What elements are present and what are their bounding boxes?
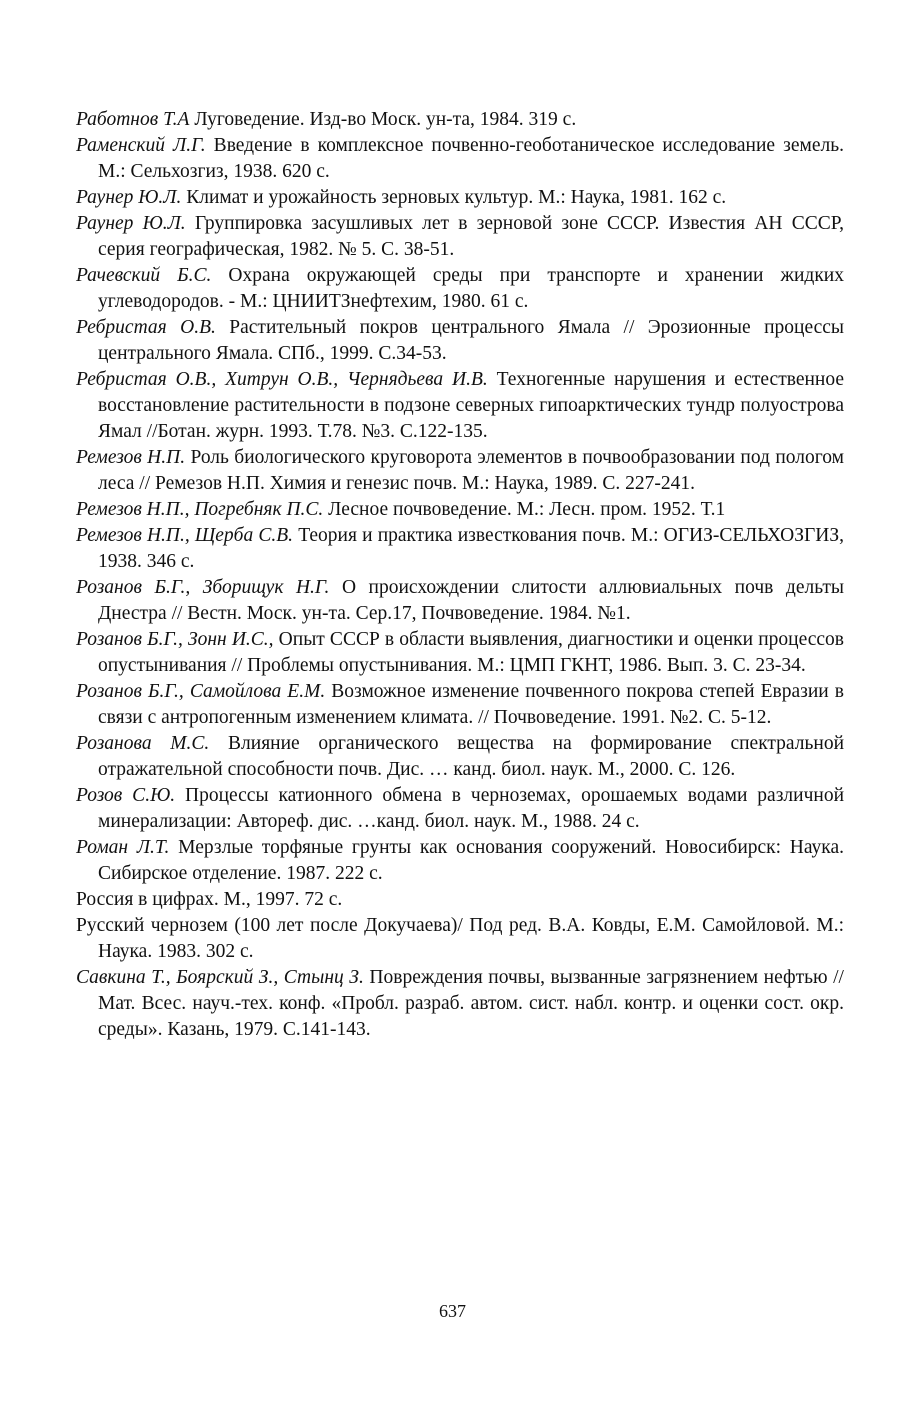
bibliography-entry xyxy=(76,783,844,835)
entry-text: Русский чернозем (100 лет после Докучаева)/ Под ред. В.А. Ковды, Е.М. Самойловой. М.: Наука. 1983. 302 с. xyxy=(76,915,844,962)
entry-author: Раунер Ю.Л. xyxy=(76,213,186,234)
entry-text: Луговедение. Изд-во Моск. ун-та, 1984. 319 с. xyxy=(189,109,577,130)
bibliography-entry xyxy=(76,913,844,965)
entry-text: Введение в комплексное почвенно-геоботаническое исследование земель. М.: Сельхозгиз, 1938. 620 с. xyxy=(98,135,844,182)
bibliography-entry xyxy=(76,185,844,211)
bibliography-entry xyxy=(76,887,844,913)
bibliography-entry xyxy=(76,835,844,887)
entry-author: Раунер Ю.Л. xyxy=(76,187,182,208)
entry-author: Ремезов Н.П. xyxy=(76,447,186,468)
entry-text: Мерзлые торфяные грунты как основания сооружений. Новосибирск: Наука. Сибирское отделение. 1987. 222 с. xyxy=(98,837,844,884)
bibliography-entry xyxy=(76,679,844,731)
entry-author: Ребристая О.В., Хитрун О.В., Чернядьева И.В. xyxy=(76,369,488,390)
entry-text: Теория и практика известкования почв. М.: ОГИЗ-СЕЛЬХОЗГИЗ, 1938. 346 с. xyxy=(98,525,844,572)
bibliography-entry xyxy=(76,133,844,185)
bibliography-entry xyxy=(76,731,844,783)
entry-text: Процессы катионного обмена в черноземах, орошаемых водами различной минерализации: Автореф. дис. …канд. биол. наук. М., 1988. 24 с. xyxy=(98,785,845,832)
entry-text: Охрана окружающей среды при транспорте и хранении жидких углеводородов. - М.: ЦНИИТЗнефтехим, 1980. 61 с. xyxy=(98,265,844,312)
entry-author: Ремезов Н.П., Щерба С.В. xyxy=(76,525,294,546)
entry-author: Розанов Б.Г., Самойлова Е.М. xyxy=(76,681,326,702)
bibliography-entry xyxy=(76,523,844,575)
entry-text: Климат и урожайность зерновых культур. М.: Наука, 1981. 162 с. xyxy=(181,187,727,208)
entry-author: Розанова М.С. xyxy=(76,733,210,754)
entry-text: Россия в цифрах. М., 1997. 72 с. xyxy=(76,889,343,910)
bibliography-entry xyxy=(76,445,844,497)
entry-text: Опыт СССР в области выявления, диагностики и оценки процессов опустынивания // Проблемы опустынивания. М.: ЦМП ГКНТ, 1986. Вып. 3. С. 23-34. xyxy=(98,629,844,676)
bibliography-entry xyxy=(76,575,844,627)
entry-text: Техногенные нарушения и естественное восстановление растительности в подзоне северных гипоарктических тундр полуострова Ямал //Ботан. журн. 1993. Т.78. №3. С.122-135. xyxy=(98,369,845,442)
entry-text: Растительный покров центрального Ямала // Эрозионные процессы центрального Ямала. СПб., 1999. С.34-53. xyxy=(98,317,844,364)
entry-author: Розов С.Ю. xyxy=(76,785,176,806)
bibliography-entry xyxy=(76,497,844,523)
bibliography-entry xyxy=(76,965,844,1043)
entry-text: Лесное почвоведение. М.: Лесн. пром. 1952. Т.1 xyxy=(323,499,726,520)
entry-text: Влияние органического вещества на формирование спектральной отражательной способности почв. Дис. … канд. биол. наук. М., 2000. С. 126. xyxy=(98,733,845,780)
bibliography-entry xyxy=(76,107,844,133)
entry-author: Работнов Т.А xyxy=(76,109,190,130)
entry-author: Савкина Т., Боярский З., Стынц З. xyxy=(76,967,364,988)
entry-author: Роман Л.Т. xyxy=(76,837,170,858)
bibliography-entry xyxy=(76,211,844,263)
page-number: 637 xyxy=(439,1301,466,1321)
bibliography-entry xyxy=(76,315,844,367)
bibliography-entry xyxy=(76,367,844,445)
entry-author: Рачевский Б.С. xyxy=(76,265,212,286)
entry-text: Повреждения почвы, вызванные загрязнением нефтью // Мат. Всес. науч.-тех. конф. «Пробл. разраб. автом. сист. набл. контр. и оценки сост. окр. среды». Казань, 1979. С.141-143. xyxy=(98,967,844,1040)
entry-author: Раменский Л.Г. xyxy=(76,135,206,156)
entry-text: О происхождении слитости аллювиальных почв дельты Днестра // Вестн. Моск. ун-та. Сер.17, Почвоведение. 1984. №1. xyxy=(98,577,844,624)
entry-text: Группировка засушливых лет в зерновой зоне СССР. Известия АН СССР, серия географическая, 1982. № 5. С. 38-51. xyxy=(98,213,844,260)
entry-text: Роль биологического круговорота элементов в почвообразовании под пологом леса // Ремезов Н.П. Химия и генезис почв. М.: Наука, 1989. С. 227-241. xyxy=(98,447,844,494)
entry-author: Ребристая О.В. xyxy=(76,317,216,338)
bibliography-entry xyxy=(76,627,844,679)
bibliography-entry xyxy=(76,263,844,315)
bibliography-list xyxy=(76,107,844,1043)
entry-text: Возможное изменение почвенного покрова степей Евразии в связи с антропогенным изменением климата. // Почвоведение. 1991. №2. С. 5-12. xyxy=(98,681,844,728)
entry-author: Ремезов Н.П., Погребняк П.С. xyxy=(76,499,324,520)
entry-author: Розанов Б.Г., Зборищук Н.Г. xyxy=(76,577,330,598)
entry-author: Розанов Б.Г., Зонн И.С., xyxy=(76,629,274,650)
